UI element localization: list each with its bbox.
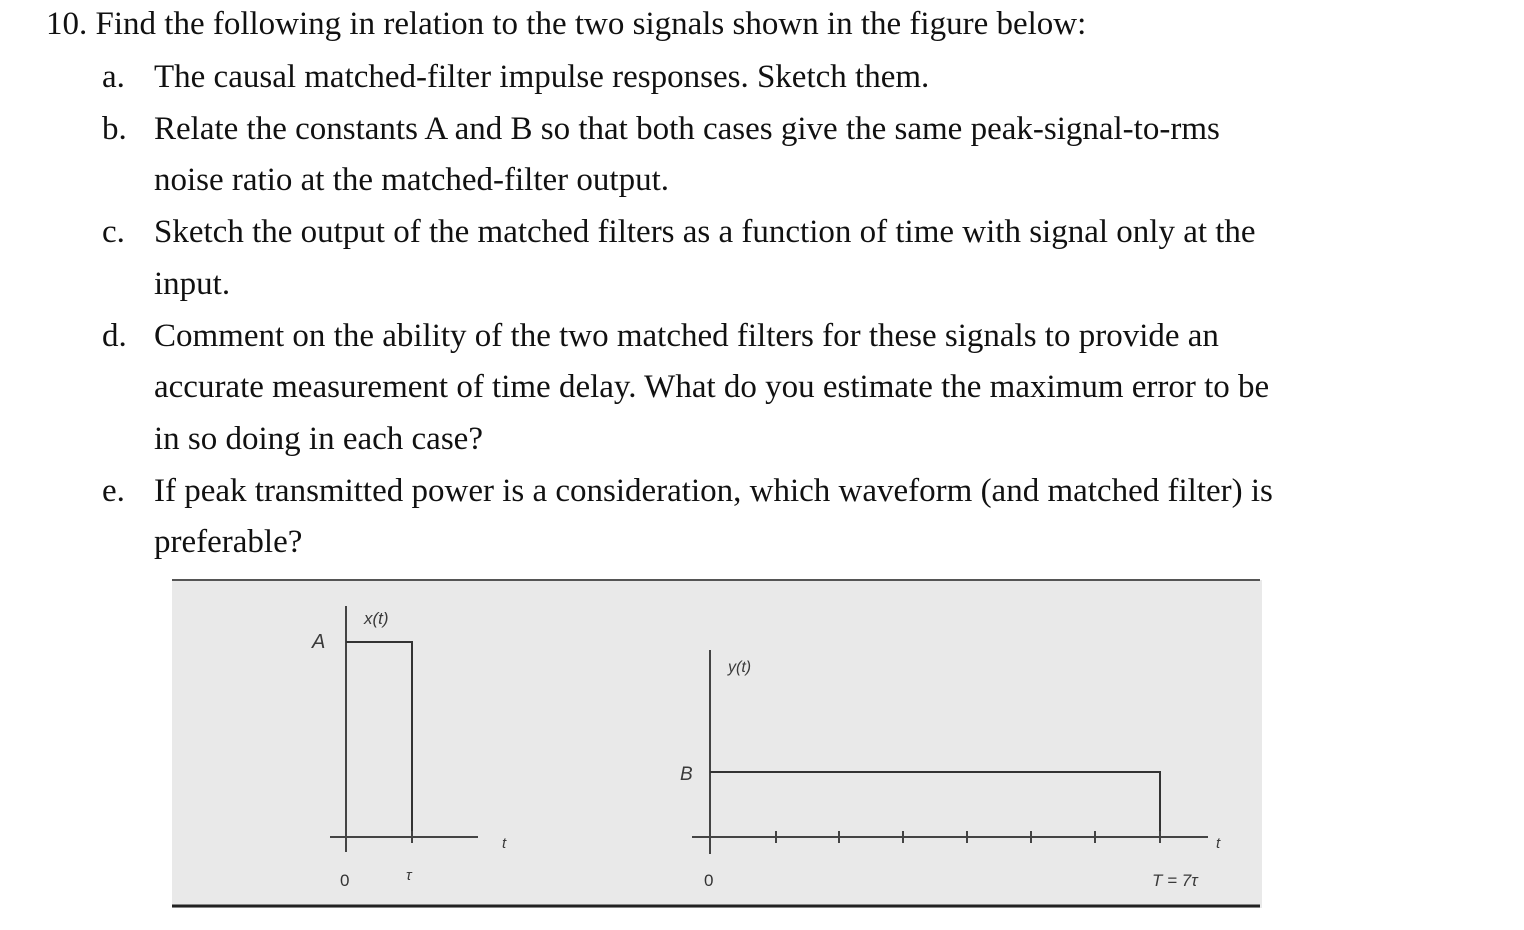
figure-background — [172, 572, 1262, 924]
part-text-line: input. — [154, 265, 231, 302]
problem-10 — [46, 4, 1486, 44]
y-signal-xlabel: t — [1216, 835, 1221, 852]
part-text-line: accurate measurement of time delay. What do you estimate the maximum error to be — [154, 369, 1270, 406]
part-text-line: Sketch the output of the matched filters as a function of time with signal only at the — [154, 214, 1256, 251]
problem-part-e — [102, 466, 1402, 569]
figure-bottom-margin — [172, 908, 1262, 924]
part-letter: d. — [102, 317, 127, 354]
part-text-line: preferable? — [154, 524, 303, 561]
problem-parts-list — [102, 52, 1402, 569]
y-signal-ylabel: y(t) — [728, 659, 752, 676]
part-text-line: The causal matched-filter impulse responses. Sketch them. — [154, 59, 930, 95]
part-text-line: noise ratio at the matched-filter output. — [154, 162, 669, 199]
y-signal-amplitude-label: B — [680, 764, 693, 785]
part-letter: b. — [102, 110, 127, 147]
problem-heading — [46, 4, 1486, 44]
problem-number: 10. — [46, 6, 88, 42]
x-signal-xlabel: t — [502, 835, 507, 852]
signals-figure — [172, 572, 1262, 924]
y-signal-tick-label-T: T = 7τ — [1152, 871, 1198, 890]
problem-part-a — [102, 52, 1402, 104]
part-letter: e. — [102, 472, 125, 509]
problem-part-d — [102, 311, 1402, 466]
x-signal-amplitude-label: A — [312, 631, 326, 653]
part-text-line: Comment on the ability of the two matched filters for these signals to provide an — [154, 317, 1219, 354]
y-signal-tick-label-0: 0 — [704, 871, 714, 890]
problem-part-c — [102, 207, 1402, 310]
x-signal-ylabel: x(t) — [364, 609, 389, 628]
figure-top-margin — [172, 572, 1262, 580]
part-text-line: Relate the constants A and B so that both cases give the same peak-signal-to-rms — [154, 110, 1220, 147]
part-letter: a. — [102, 59, 125, 95]
problem-prompt: Find the following in relation to the two signals shown in the figure below: — [95, 6, 1087, 42]
x-signal-tick-label-tau: τ — [406, 867, 412, 884]
x-signal-tick-label-0: 0 — [340, 871, 350, 890]
part-letter: c. — [102, 214, 125, 251]
part-text-line: If peak transmitted power is a consideration, which waveform (and matched filter) is — [154, 472, 1273, 509]
problem-part-b — [102, 104, 1402, 207]
part-text-line: in so doing in each case? — [154, 420, 483, 457]
signals-figure-svg — [172, 572, 1262, 924]
